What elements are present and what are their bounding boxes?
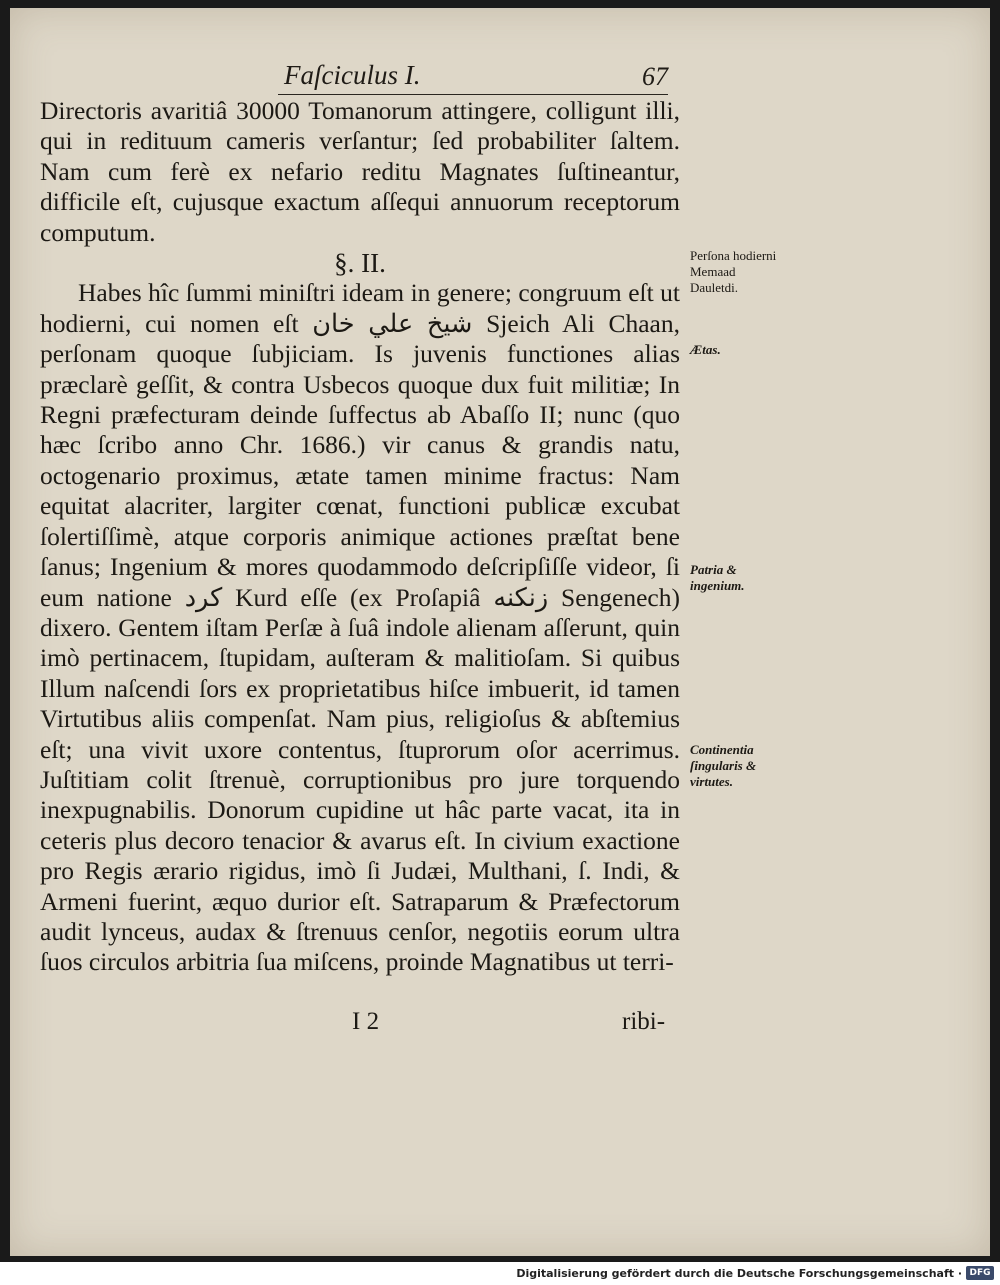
margin-note-patria: Patria & ingenium. (690, 562, 745, 593)
margin-note-continentia: Continentia ſingularis & virtutes. (690, 742, 757, 789)
section-heading: §. II. (334, 248, 386, 279)
catchword: ribi- (622, 1008, 666, 1035)
signature-mark: I 2 (352, 1008, 380, 1035)
dfg-logo: DFG (966, 1266, 994, 1280)
margin-note-aetas: Ætas. (690, 342, 721, 357)
page-number: 67 (642, 62, 668, 91)
running-title: Faſciculus I. (284, 60, 421, 90)
margin-note-persona: Perſona hodierni Memaad Dauletdi. (690, 248, 777, 295)
digitization-footer (0, 1262, 1000, 1285)
running-head (278, 58, 668, 95)
body-text (40, 96, 680, 978)
funding-credit: Digitalisierung gefördert durch die Deutsche Forschungsgemeinschaft · (516, 1267, 962, 1280)
paragraph-main: Habes hîc ſummi miniſtri ideam in genere; congruum eſt ut hodierni, cui nomen eſt شيخ علي خان Sjeich Ali Chaan, perſonam quoque ſubjiciam. Is juvenis functiones alias præclarè geſſit, & contra Usbecos quoque dux fuit militiæ; In Regni præfecturam deinde ſuffectus ab Abaſſo II; nunc (quo hæc ſcribo anno Chr. 1686.) vir canus & grandis natu, octogenario proximus, ætate tamen minime fractus: Nam equitat alacriter, largiter cœnat, functioni publicæ excubat ſolertiſſimè, atque corporis animique actiones præſtat bene ſanus; Ingenium & mores quodammodo deſcripſiſſe videor, ſi eum natione كرد Kurd eſſe (ex Proſapiâ زنكنه Sengenech) dixero. Gentem iſtam Perſæ à ſuâ indole alienam aſſerunt, quin imò pertinacem, ſtupidam, auſteram & malitioſam. Si quibus Illum naſcendi ſors ex proprietatibus hiſce imbuerit, id tamen Virtutibus aliis compenſat. Nam pius, religioſus & abſtemius eſt; una vivit uxore contentus, ſtuprorum oſor acerrimus. Juſtitiam colit ſtrenuè, corruptionibus pro jure torquendo inexpugnabilis. Donorum cupidine ut hâc parte vacat, ita in ceteris plus decoro tenacior & avarus eſt. In civium exactione pro Regis ærario rigidus, imò ſi Judæi, Multhani, ſ. Indi, & Armeni fuerint, æquo durior eſt. Satraparum & Præfectorum audit lynceus, audax & ſtrenuus cenſor, negotiis eorum ultra ſuos circulos arbitria ſua miſcens, proinde Magnatibus ut terri- (40, 278, 680, 977)
paragraph-continuation: Directoris avaritiâ 30000 Tomanorum attingere, colligunt illi, qui in redituum cameris verſantur; ſed probabiliter ſaltem. Nam cum ferè ex nefario reditu Magnates ſuſtineantur, difficile eſt, cujusque exactum aſſequi annuorum receptorum computum. (40, 96, 680, 247)
book-page (10, 8, 990, 1256)
